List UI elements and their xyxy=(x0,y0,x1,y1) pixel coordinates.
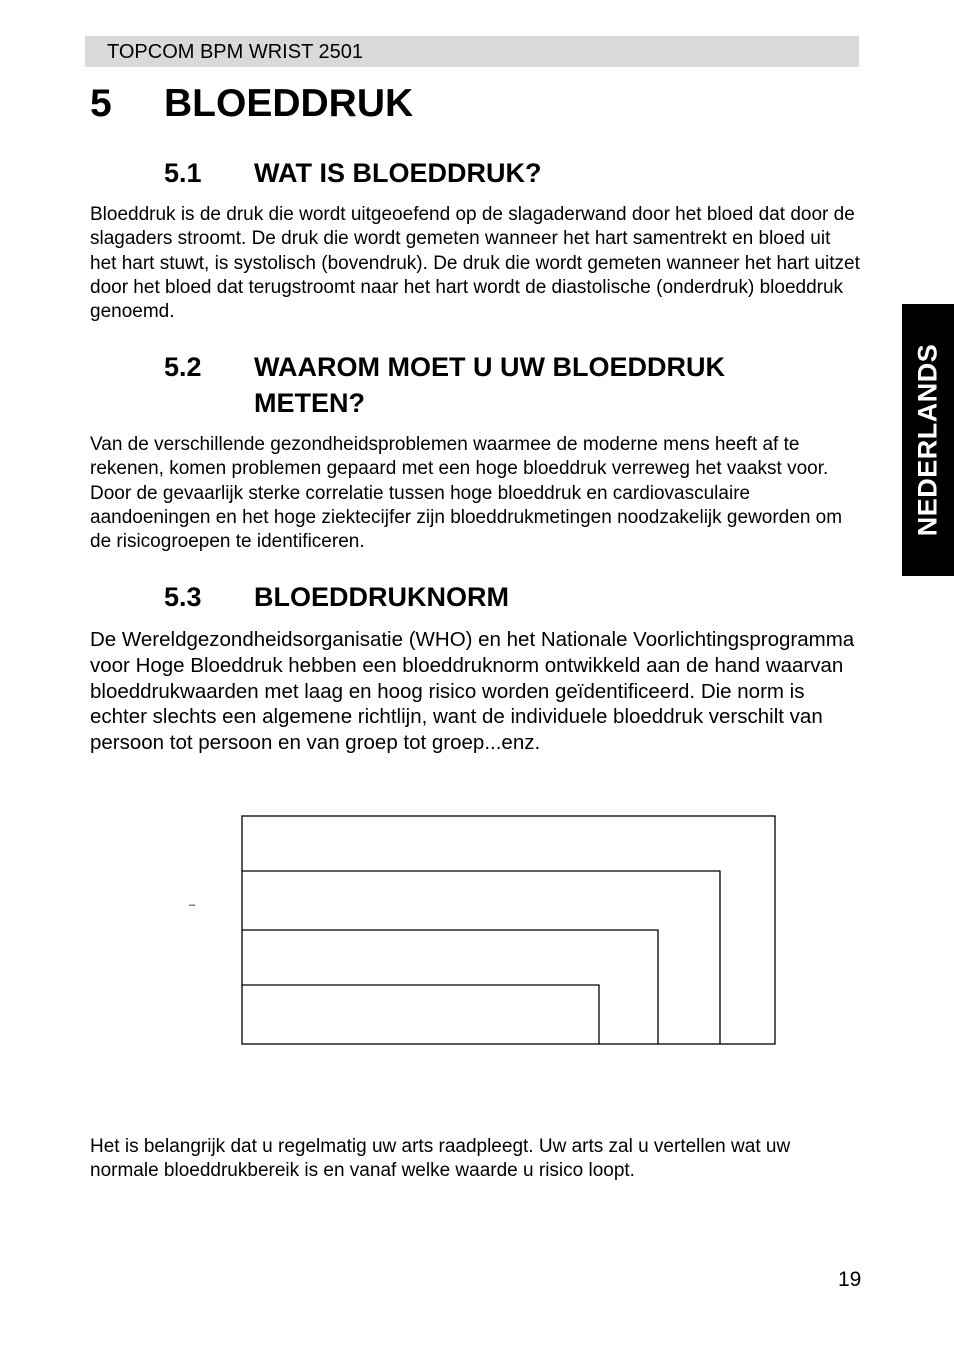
section-body-5-2: Van de verschillende gezondheidsproblemen waarmee de moderne mens heeft af te rekenen, komen problemen gepaard met een hoge bloeddruk verreweg het vaakst voor. Door de gevaarlijk sterke correlatie tussen hoge bloeddruk en cardiovasculaire aandoeningen en het hoge ziektecijfer zijn bloeddrukmetingen noodzakelijk geworden om de risicogroepen te identificeren. xyxy=(90,434,843,553)
language-tab-label: NEDERLANDS xyxy=(912,343,943,537)
section-title: WAAROM MOET U UW BLOEDDRUK METEN? xyxy=(254,352,725,418)
chapter-number: 5 xyxy=(90,82,112,125)
section-number: 5.1 xyxy=(164,158,202,188)
risk-zone-2 xyxy=(242,871,720,1044)
section-body-5-1: Bloeddruk is de druk die wordt uitgeoefend op de slagaderwand door het bloed dat door de slagaders stroomt. De druk die wordt gemeten wanneer het hart samentrekt en bloed uit het hart stuwt, is systolisch (bovendruk). De druk die wordt gemeten wanneer het hart uitzet door het bloed dat terugstroomt naar het hart wordt de diastolische (onderdruk) bloeddruk genoemd. xyxy=(90,204,860,323)
closing-paragraph: Het is belangrijk dat u regelmatig uw arts raadpleegt. Uw arts zal u vertellen wat uw normale bloeddrukbereik is en vanaf welke waarde u risico loopt. xyxy=(90,1136,791,1182)
page-number: 19 xyxy=(838,1268,862,1291)
section-body-5-3: De Wereldgezondheidsorganisatie (WHO) en het Nationale Voorlichtingsprogramma voor Hoge Bloeddruk hebben een bloeddruknorm ontwikkeld aan de hand waarvan bloeddrukwaarden met laag en hoog risico worden geïdentificeerd. Die norm is echter slechts een algemene richtlijn, want de individuele bloeddruk verschilt van persoon tot persoon en van groep tot groep...enz. xyxy=(90,628,855,755)
section-number: 5.2 xyxy=(164,352,202,382)
section-number: 5.3 xyxy=(164,582,202,612)
document-title: TOPCOM BPM WRIST 2501 xyxy=(107,41,363,63)
section-title: WAT IS BLOEDDRUK? xyxy=(254,158,542,188)
risk-zone-inner xyxy=(242,985,599,1044)
risk-zone-3 xyxy=(242,930,658,1044)
section-title: BLOEDDRUKNORM xyxy=(254,582,509,612)
chapter-title: BLOEDDRUK xyxy=(164,82,414,125)
figure-axis-mark: – xyxy=(189,899,196,911)
language-tab xyxy=(902,304,954,576)
